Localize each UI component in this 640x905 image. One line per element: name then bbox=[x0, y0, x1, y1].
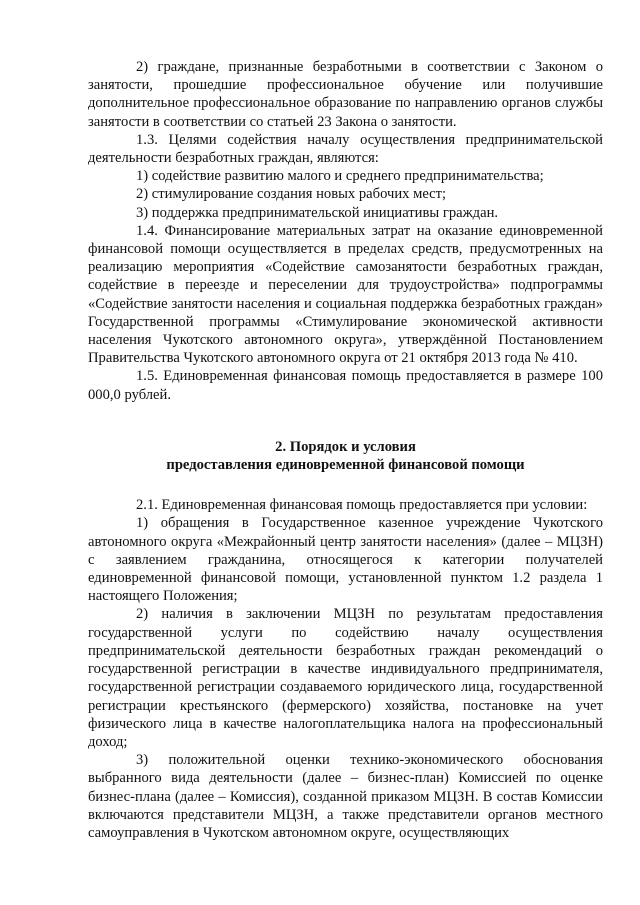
paragraph-unemployed-citizens: 2) граждане, признанные безработными в соответствии с Законом о занятости, прошедшие профессиональное обучение или получившие дополнительное профессиональное образование по направлению органов службы занятости в соответствии со статьей 23 Закона о занятости. bbox=[88, 59, 603, 130]
paragraph-goal-2: 2) стимулирование создания новых рабочих мест; bbox=[136, 186, 447, 203]
document-page bbox=[88, 58, 603, 842]
paragraph-1-5-amount: 1.5. Единовременная финансовая помощь предоставляется в размере 100 000,0 рублей. bbox=[88, 368, 603, 403]
paragraph-condition-2: 2) наличия в заключении МЦЗН по результатам предоставления государственной услуги по содействию началу осуществления предпринимательской деятельности безработных граждан рекомендаций о государственной регистрации в качестве индивидуального предпринимателя, государственной регистрации создаваемого юридического лица, государственной регистрации крестьянского (фермерского) хозяйства, постановке на учет физического лица в качестве налогоплательщика налога на профессиональный доход; bbox=[88, 606, 603, 750]
paragraph-1-4-financing: 1.4. Финансирование материальных затрат на оказание единовременной финансовой помощи осуществляется в пределах средств, предусмотренных на реализацию мероприятия «Содействие самозанятости безработных граждан, содействие в переезде и переселении для трудоустройства» подпрограммы «Содействие занятости населения и социальная поддержка безработных граждан» Государственной программы «Стимулирование экономической активности населения Чукотского автономного округа», утверждённой Постановлением Правительства Чукотского автономного округа от 21 октября 2013 года № 410. bbox=[88, 222, 603, 367]
paragraph-2-1-conditions: 2.1. Единовременная финансовая помощь предоставляется при условии: bbox=[136, 497, 588, 514]
paragraph-1-3-goals: 1.3. Целями содействия началу осуществления предпринимательской деятельности безработных граждан, являются: bbox=[88, 131, 603, 167]
paragraph-goal-1: 1) содействие развитию малого и среднего предпринимательства; bbox=[136, 168, 544, 185]
paragraph-condition-3: 3) положительной оценки технико-экономического обоснования выбранного вида деятельности (далее – бизнес-план) Комиссией по оценке бизнес-плана (далее – Комиссия), созданной приказом МЦЗН. В состав Комиссии включаются представители МЦЗН, а также представители органов местного самоуправления в Чукотском автономном округе, осуществляющих bbox=[88, 752, 603, 841]
section-heading-line-1: 2. Порядок и условия bbox=[275, 438, 416, 455]
section-heading-line-2: предоставления единовременной финансовой помощи bbox=[166, 457, 525, 474]
heading-spacer bbox=[88, 474, 603, 496]
paragraph-goal-3: 3) поддержка предпринимательской инициативы граждан. bbox=[136, 204, 499, 221]
section-spacer bbox=[88, 404, 603, 438]
paragraph-condition-1: 1) обращения в Государственное казенное учреждение Чукотского автономного округа «Межрайонный центр занятости населения» (далее – МЦЗН) с заявлением гражданина, относящегося к категории получателей единовременной финансовой помощи, установленной пунктом 1.2 раздела 1 настоящего Положения; bbox=[88, 515, 603, 605]
